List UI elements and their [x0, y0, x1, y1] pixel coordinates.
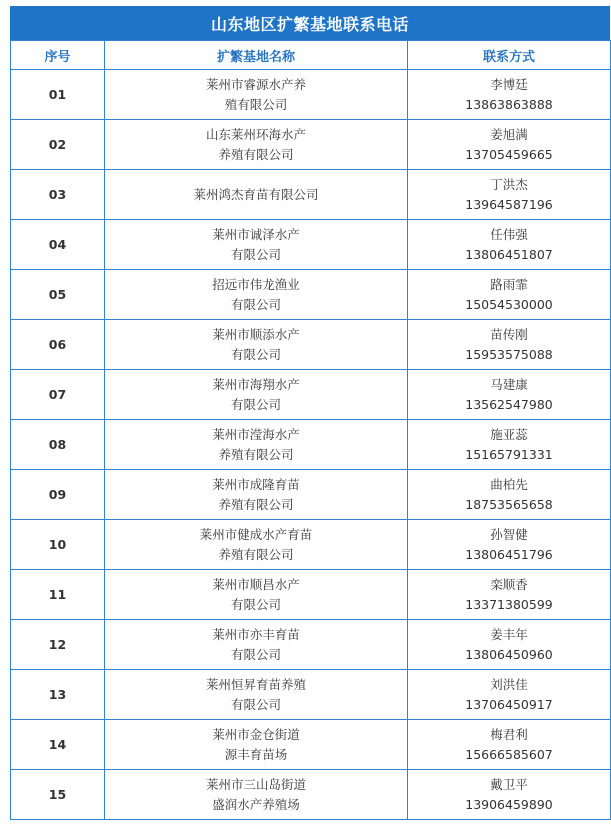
row-number: 09 [11, 470, 105, 520]
contact-person: 任伟强 [490, 226, 528, 242]
contact-person: 梅君利 [490, 726, 528, 742]
row-number: 12 [11, 620, 105, 670]
base-name-line: 殖有限公司 [224, 96, 288, 112]
base-name-line: 有限公司 [230, 596, 281, 612]
table-body [11, 70, 611, 820]
contact-phone: 15054530000 [465, 296, 553, 312]
base-name-cell [105, 570, 408, 620]
row-number: 14 [11, 720, 105, 770]
contact-cell [408, 720, 611, 770]
base-name-line: 养殖有限公司 [218, 146, 294, 162]
contact-cell [408, 70, 611, 120]
contact-cell [408, 220, 611, 270]
base-name-line: 有限公司 [230, 296, 281, 312]
base-name-cell [105, 270, 408, 320]
contact-phone: 15953575088 [465, 346, 553, 362]
base-name-cell [105, 420, 408, 470]
base-name-line: 养殖有限公司 [218, 496, 294, 512]
base-name-line: 莱州市成隆育苗 [212, 476, 300, 492]
contact-person: 姜旭满 [490, 126, 528, 142]
contact-phone: 13706450917 [465, 696, 553, 712]
contact-person: 李博廷 [490, 76, 528, 92]
header-row [11, 41, 611, 70]
contact-phone: 15165791331 [465, 446, 553, 462]
table-row [11, 770, 611, 820]
contact-phone: 13371380599 [465, 596, 553, 612]
base-name-line: 莱州市顺昌水产 [212, 576, 300, 592]
contact-phone: 13806450960 [465, 646, 553, 662]
contact-person: 孙智健 [490, 526, 528, 542]
base-name-line: 有限公司 [230, 346, 281, 362]
contact-phone: 13964587196 [465, 196, 553, 212]
table-row [11, 520, 611, 570]
row-number: 01 [11, 70, 105, 120]
table-row [11, 370, 611, 420]
base-name-cell [105, 370, 408, 420]
contact-phone: 13863863888 [465, 96, 553, 112]
row-number: 03 [11, 170, 105, 220]
base-name-line: 莱州市顺添水产 [212, 326, 300, 342]
base-name-cell [105, 470, 408, 520]
contact-person: 丁洪杰 [490, 176, 528, 192]
row-number: 11 [11, 570, 105, 620]
row-number: 15 [11, 770, 105, 820]
table-row [11, 120, 611, 170]
contact-phone: 13705459665 [465, 146, 553, 162]
contact-person: 刘洪佳 [490, 676, 528, 692]
base-name-line: 盛润水产养殖场 [212, 796, 300, 812]
contact-phone: 18753565658 [465, 496, 553, 512]
base-name-cell [105, 170, 408, 220]
base-name-cell [105, 720, 408, 770]
row-number: 02 [11, 120, 105, 170]
contact-cell [408, 320, 611, 370]
row-number: 07 [11, 370, 105, 420]
contact-person: 施亚蕊 [490, 426, 528, 442]
base-name-cell [105, 220, 408, 270]
contact-person: 苗传刚 [490, 326, 528, 342]
base-name-line: 养殖有限公司 [218, 546, 294, 562]
table-row [11, 220, 611, 270]
contact-cell [408, 270, 611, 320]
base-name-line: 有限公司 [230, 396, 281, 412]
base-name-line: 莱州市睿源水产养 [205, 76, 306, 92]
contact-person: 戴卫平 [490, 776, 528, 792]
base-name-line: 莱州市健成水产育苗 [199, 526, 313, 542]
base-name-line: 莱州市金仓街道 [212, 726, 300, 742]
table-row [11, 270, 611, 320]
row-number: 08 [11, 420, 105, 470]
contact-person: 路雨霏 [490, 276, 528, 292]
contact-cell [408, 170, 611, 220]
base-name-line: 莱州恒昇育苗养殖 [205, 676, 306, 692]
row-number: 13 [11, 670, 105, 720]
contact-phone: 13806451796 [465, 546, 553, 562]
contact-phone: 13562547980 [465, 396, 553, 412]
base-name-line: 有限公司 [230, 246, 281, 262]
contact-cell [408, 420, 611, 470]
contact-person: 马建康 [490, 376, 528, 392]
base-name-line: 莱州市诚泽水产 [212, 226, 300, 242]
header-index: 序号 [11, 41, 105, 70]
base-name-line: 莱州市亦丰育苗 [212, 626, 300, 642]
contact-cell [408, 670, 611, 720]
base-name-cell [105, 520, 408, 570]
base-name-line: 养殖有限公司 [218, 446, 294, 462]
contact-cell [408, 470, 611, 520]
row-number: 10 [11, 520, 105, 570]
contact-cell [408, 620, 611, 670]
table-title: 山东地区扩繁基地联系电话 [10, 6, 610, 40]
table-row [11, 420, 611, 470]
table-row [11, 70, 611, 120]
table-row [11, 570, 611, 620]
contact-table-panel [10, 6, 610, 820]
base-name-cell [105, 120, 408, 170]
contact-phone: 13906459890 [465, 796, 553, 812]
contact-person: 曲柏先 [490, 476, 528, 492]
base-name-line: 源丰育苗场 [224, 746, 288, 762]
table-row [11, 670, 611, 720]
row-number: 04 [11, 220, 105, 270]
base-name-line: 有限公司 [230, 696, 281, 712]
base-name-line: 招远市伟龙渔业 [212, 276, 300, 292]
table-row [11, 320, 611, 370]
base-name-cell [105, 670, 408, 720]
base-name-line: 莱州市滢海水产 [212, 426, 300, 442]
base-name-line: 有限公司 [230, 646, 281, 662]
header-contact: 联系方式 [408, 41, 611, 70]
base-name-cell [105, 320, 408, 370]
contact-cell [408, 520, 611, 570]
base-name-cell [105, 770, 408, 820]
base-name-line: 莱州鸿杰育苗有限公司 [193, 186, 319, 202]
base-name-cell [105, 620, 408, 670]
contact-cell [408, 770, 611, 820]
row-number: 05 [11, 270, 105, 320]
contact-cell [408, 570, 611, 620]
contact-cell [408, 120, 611, 170]
contact-table [10, 40, 611, 820]
base-name-line: 山东莱州环海水产 [205, 126, 306, 142]
table-row [11, 620, 611, 670]
table-row [11, 720, 611, 770]
table-row [11, 170, 611, 220]
contact-phone: 15666585607 [465, 746, 553, 762]
base-name-line: 莱州市海翔水产 [212, 376, 300, 392]
base-name-cell [105, 70, 408, 120]
row-number: 06 [11, 320, 105, 370]
contact-person: 栾顺香 [490, 576, 528, 592]
contact-phone: 13806451807 [465, 246, 553, 262]
table-row [11, 470, 611, 520]
contact-person: 姜丰年 [490, 626, 528, 642]
contact-cell [408, 370, 611, 420]
header-name: 扩繁基地名称 [105, 41, 408, 70]
base-name-line: 莱州市三山岛街道 [205, 776, 306, 792]
